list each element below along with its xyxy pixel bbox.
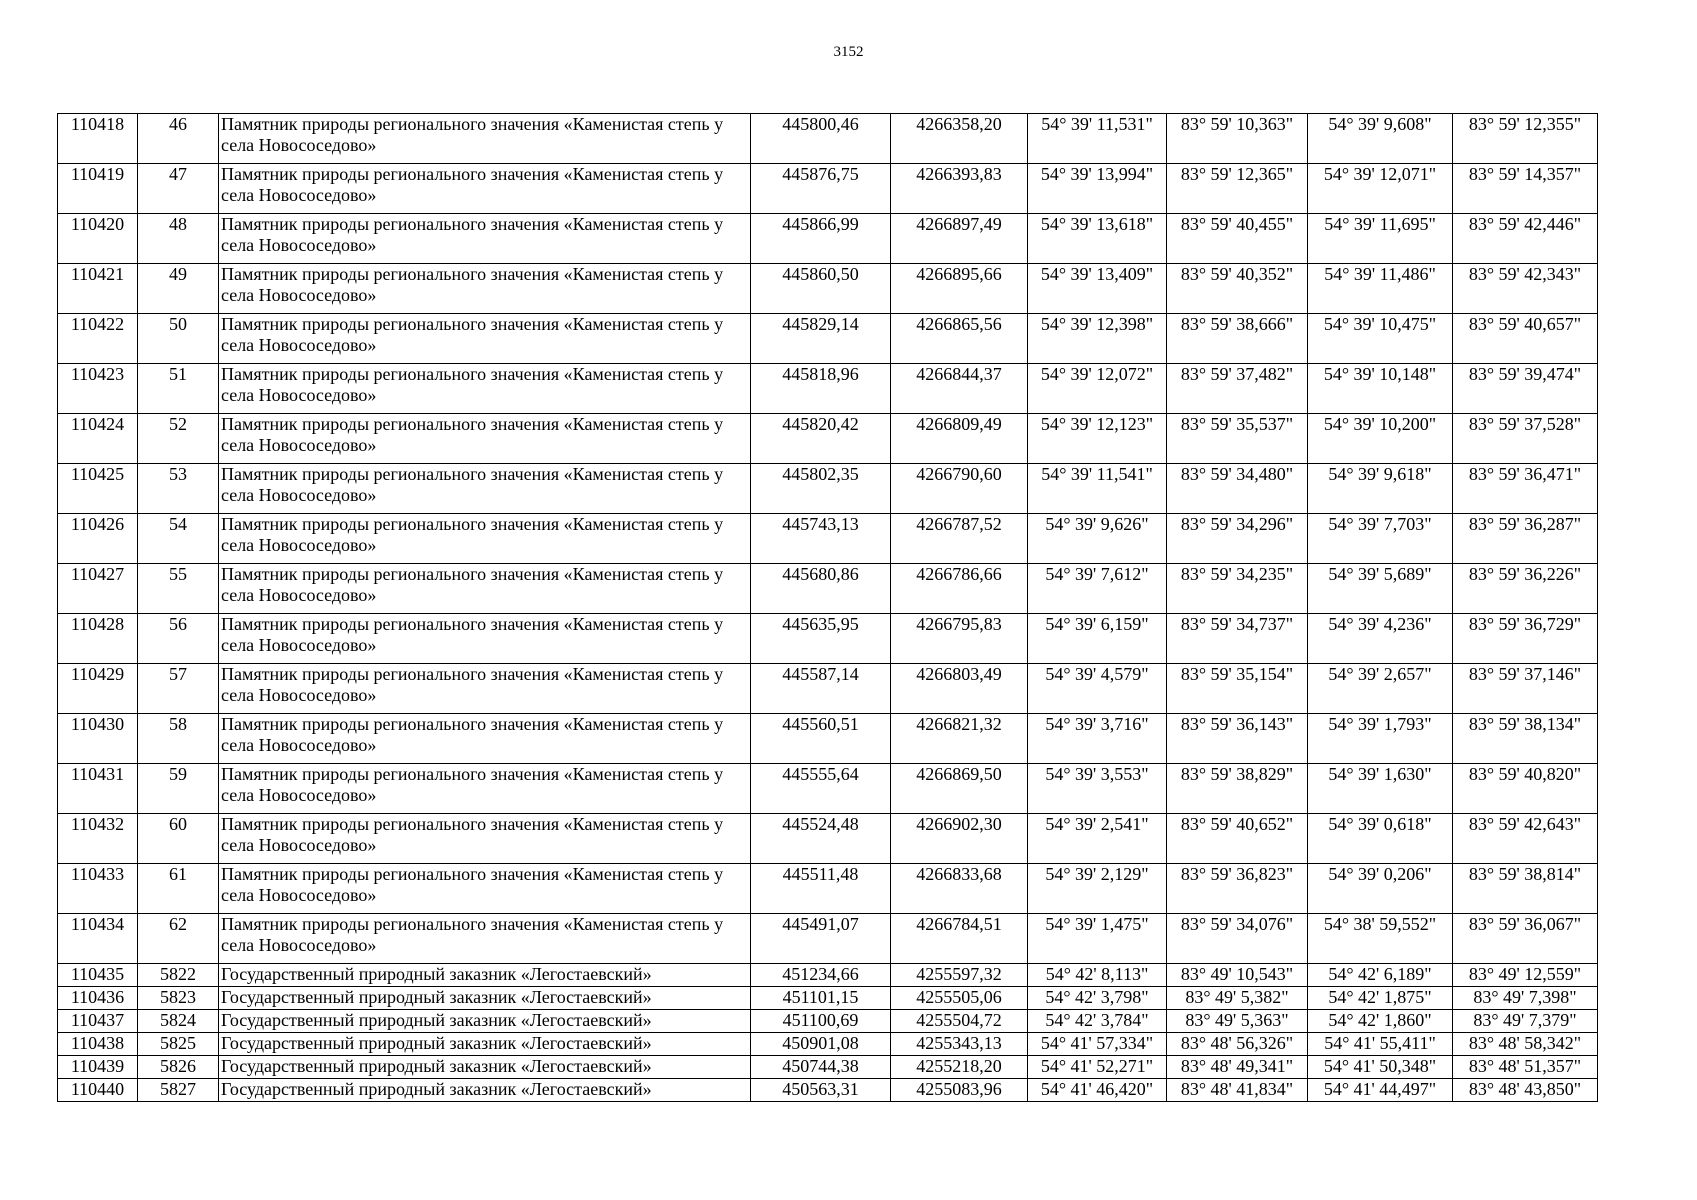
object-name-cell: Государственный природный заказник «Легостаевский»	[219, 1056, 751, 1079]
longitude-1-cell: 83° 49' 10,543"	[1167, 964, 1308, 987]
row-id-cell: 110428	[58, 614, 138, 664]
object-name-cell: Памятник природы регионального значения «Каменистая степь у села Новососедово»	[219, 114, 751, 164]
y-coordinate-cell: 4266784,51	[891, 914, 1028, 964]
table-row	[58, 987, 1598, 1010]
latitude-1-cell: 54° 39' 3,553"	[1028, 764, 1167, 814]
latitude-2-cell: 54° 41' 55,411"	[1308, 1033, 1453, 1056]
y-coordinate-cell: 4255597,32	[891, 964, 1028, 987]
x-coordinate-cell: 445800,46	[751, 114, 891, 164]
latitude-2-cell: 54° 39' 11,486"	[1308, 264, 1453, 314]
table-row	[58, 314, 1598, 364]
latitude-1-cell: 54° 39' 1,475"	[1028, 914, 1167, 964]
point-number-cell: 54	[138, 514, 219, 564]
y-coordinate-cell: 4266833,68	[891, 864, 1028, 914]
latitude-1-cell: 54° 39' 12,072"	[1028, 364, 1167, 414]
latitude-1-cell: 54° 39' 11,531"	[1028, 114, 1167, 164]
x-coordinate-cell: 445829,14	[751, 314, 891, 364]
row-id-cell: 110427	[58, 564, 138, 614]
row-id-cell: 110438	[58, 1033, 138, 1056]
table-row	[58, 814, 1598, 864]
point-number-cell: 5823	[138, 987, 219, 1010]
longitude-2-cell: 83° 48' 43,850"	[1453, 1079, 1598, 1102]
row-id-cell: 110429	[58, 664, 138, 714]
table-row	[58, 164, 1598, 214]
x-coordinate-cell: 445560,51	[751, 714, 891, 764]
longitude-2-cell: 83° 59' 37,528"	[1453, 414, 1598, 464]
longitude-2-cell: 83° 48' 58,342"	[1453, 1033, 1598, 1056]
point-number-cell: 48	[138, 214, 219, 264]
latitude-2-cell: 54° 39' 9,608"	[1308, 114, 1453, 164]
y-coordinate-cell: 4255083,96	[891, 1079, 1028, 1102]
latitude-1-cell: 54° 39' 12,398"	[1028, 314, 1167, 364]
row-id-cell: 110426	[58, 514, 138, 564]
row-id-cell: 110439	[58, 1056, 138, 1079]
table-row	[58, 564, 1598, 614]
object-name-cell: Памятник природы регионального значения «Каменистая степь у села Новососедово»	[219, 364, 751, 414]
x-coordinate-cell: 450563,31	[751, 1079, 891, 1102]
point-number-cell: 5822	[138, 964, 219, 987]
longitude-2-cell: 83° 59' 40,657"	[1453, 314, 1598, 364]
object-name-cell: Памятник природы регионального значения «Каменистая степь у села Новососедово»	[219, 814, 751, 864]
table-row	[58, 614, 1598, 664]
y-coordinate-cell: 4255218,20	[891, 1056, 1028, 1079]
point-number-cell: 53	[138, 464, 219, 514]
x-coordinate-cell: 445802,35	[751, 464, 891, 514]
object-name-cell: Памятник природы регионального значения «Каменистая степь у села Новососедово»	[219, 164, 751, 214]
y-coordinate-cell: 4255505,06	[891, 987, 1028, 1010]
point-number-cell: 55	[138, 564, 219, 614]
object-name-cell: Памятник природы регионального значения «Каменистая степь у села Новососедово»	[219, 514, 751, 564]
latitude-1-cell: 54° 39' 9,626"	[1028, 514, 1167, 564]
point-number-cell: 49	[138, 264, 219, 314]
latitude-1-cell: 54° 42' 8,113"	[1028, 964, 1167, 987]
table-row	[58, 864, 1598, 914]
latitude-2-cell: 54° 39' 1,630"	[1308, 764, 1453, 814]
y-coordinate-cell: 4266844,37	[891, 364, 1028, 414]
latitude-2-cell: 54° 42' 1,860"	[1308, 1010, 1453, 1033]
row-id-cell: 110419	[58, 164, 138, 214]
y-coordinate-cell: 4266895,66	[891, 264, 1028, 314]
longitude-1-cell: 83° 49' 5,382"	[1167, 987, 1308, 1010]
table-row	[58, 764, 1598, 814]
table-row	[58, 364, 1598, 414]
y-coordinate-cell: 4266787,52	[891, 514, 1028, 564]
point-number-cell: 61	[138, 864, 219, 914]
longitude-1-cell: 83° 59' 34,296"	[1167, 514, 1308, 564]
table-row	[58, 1033, 1598, 1056]
y-coordinate-cell: 4266393,83	[891, 164, 1028, 214]
latitude-2-cell: 54° 39' 4,236"	[1308, 614, 1453, 664]
longitude-2-cell: 83° 59' 42,643"	[1453, 814, 1598, 864]
object-name-cell: Памятник природы регионального значения «Каменистая степь у села Новососедово»	[219, 914, 751, 964]
x-coordinate-cell: 445820,42	[751, 414, 891, 464]
latitude-2-cell: 54° 42' 6,189"	[1308, 964, 1453, 987]
x-coordinate-cell: 450744,38	[751, 1056, 891, 1079]
row-id-cell: 110433	[58, 864, 138, 914]
longitude-1-cell: 83° 59' 34,737"	[1167, 614, 1308, 664]
row-id-cell: 110425	[58, 464, 138, 514]
longitude-1-cell: 83° 48' 56,326"	[1167, 1033, 1308, 1056]
longitude-2-cell: 83° 59' 36,471"	[1453, 464, 1598, 514]
point-number-cell: 50	[138, 314, 219, 364]
latitude-2-cell: 54° 39' 5,689"	[1308, 564, 1453, 614]
point-number-cell: 60	[138, 814, 219, 864]
x-coordinate-cell: 451234,66	[751, 964, 891, 987]
table-row	[58, 914, 1598, 964]
latitude-2-cell: 54° 41' 50,348"	[1308, 1056, 1453, 1079]
point-number-cell: 62	[138, 914, 219, 964]
row-id-cell: 110418	[58, 114, 138, 164]
longitude-1-cell: 83° 49' 5,363"	[1167, 1010, 1308, 1033]
latitude-1-cell: 54° 41' 52,271"	[1028, 1056, 1167, 1079]
longitude-2-cell: 83° 48' 51,357"	[1453, 1056, 1598, 1079]
point-number-cell: 5824	[138, 1010, 219, 1033]
longitude-2-cell: 83° 59' 38,814"	[1453, 864, 1598, 914]
longitude-1-cell: 83° 59' 35,154"	[1167, 664, 1308, 714]
longitude-1-cell: 83° 59' 36,143"	[1167, 714, 1308, 764]
table-row	[58, 414, 1598, 464]
longitude-1-cell: 83° 59' 40,652"	[1167, 814, 1308, 864]
x-coordinate-cell: 445511,48	[751, 864, 891, 914]
row-id-cell: 110423	[58, 364, 138, 414]
longitude-1-cell: 83° 59' 12,365"	[1167, 164, 1308, 214]
latitude-2-cell: 54° 39' 2,657"	[1308, 664, 1453, 714]
longitude-1-cell: 83° 59' 34,076"	[1167, 914, 1308, 964]
longitude-2-cell: 83° 59' 37,146"	[1453, 664, 1598, 714]
longitude-1-cell: 83° 59' 36,823"	[1167, 864, 1308, 914]
x-coordinate-cell: 451100,69	[751, 1010, 891, 1033]
latitude-2-cell: 54° 39' 1,793"	[1308, 714, 1453, 764]
latitude-1-cell: 54° 41' 57,334"	[1028, 1033, 1167, 1056]
y-coordinate-cell: 4266803,49	[891, 664, 1028, 714]
x-coordinate-cell: 451101,15	[751, 987, 891, 1010]
x-coordinate-cell: 445866,99	[751, 214, 891, 264]
object-name-cell: Памятник природы регионального значения «Каменистая степь у села Новососедово»	[219, 714, 751, 764]
longitude-2-cell: 83° 59' 42,343"	[1453, 264, 1598, 314]
point-number-cell: 51	[138, 364, 219, 414]
row-id-cell: 110434	[58, 914, 138, 964]
x-coordinate-cell: 445860,50	[751, 264, 891, 314]
longitude-1-cell: 83° 48' 49,341"	[1167, 1056, 1308, 1079]
x-coordinate-cell: 445876,75	[751, 164, 891, 214]
latitude-2-cell: 54° 39' 11,695"	[1308, 214, 1453, 264]
x-coordinate-cell: 445555,64	[751, 764, 891, 814]
point-number-cell: 5825	[138, 1033, 219, 1056]
x-coordinate-cell: 445587,14	[751, 664, 891, 714]
row-id-cell: 110432	[58, 814, 138, 864]
object-name-cell: Памятник природы регионального значения «Каменистая степь у села Новососедово»	[219, 664, 751, 714]
table-row	[58, 964, 1598, 987]
row-id-cell: 110437	[58, 1010, 138, 1033]
longitude-1-cell: 83° 59' 34,235"	[1167, 564, 1308, 614]
object-name-cell: Памятник природы регионального значения «Каменистая степь у села Новососедово»	[219, 564, 751, 614]
latitude-2-cell: 54° 39' 0,206"	[1308, 864, 1453, 914]
y-coordinate-cell: 4266795,83	[891, 614, 1028, 664]
row-id-cell: 110435	[58, 964, 138, 987]
object-name-cell: Государственный природный заказник «Легостаевский»	[219, 987, 751, 1010]
object-name-cell: Государственный природный заказник «Легостаевский»	[219, 964, 751, 987]
y-coordinate-cell: 4266869,50	[891, 764, 1028, 814]
object-name-cell: Памятник природы регионального значения «Каменистая степь у села Новососедово»	[219, 414, 751, 464]
object-name-cell: Памятник природы регионального значения «Каменистая степь у села Новососедово»	[219, 464, 751, 514]
x-coordinate-cell: 445818,96	[751, 364, 891, 414]
longitude-1-cell: 83° 59' 34,480"	[1167, 464, 1308, 514]
point-number-cell: 47	[138, 164, 219, 214]
latitude-1-cell: 54° 39' 7,612"	[1028, 564, 1167, 614]
latitude-1-cell: 54° 39' 2,129"	[1028, 864, 1167, 914]
longitude-1-cell: 83° 59' 38,666"	[1167, 314, 1308, 364]
object-name-cell: Памятник природы регионального значения «Каменистая степь у села Новососедово»	[219, 314, 751, 364]
longitude-1-cell: 83° 59' 40,455"	[1167, 214, 1308, 264]
x-coordinate-cell: 445635,95	[751, 614, 891, 664]
coordinates-table	[57, 113, 1598, 1102]
y-coordinate-cell: 4266865,56	[891, 314, 1028, 364]
longitude-2-cell: 83° 59' 36,067"	[1453, 914, 1598, 964]
latitude-1-cell: 54° 42' 3,784"	[1028, 1010, 1167, 1033]
longitude-1-cell: 83° 48' 41,834"	[1167, 1079, 1308, 1102]
latitude-2-cell: 54° 39' 10,148"	[1308, 364, 1453, 414]
longitude-1-cell: 83° 59' 10,363"	[1167, 114, 1308, 164]
point-number-cell: 57	[138, 664, 219, 714]
row-id-cell: 110422	[58, 314, 138, 364]
longitude-2-cell: 83° 59' 36,729"	[1453, 614, 1598, 664]
latitude-2-cell: 54° 38' 59,552"	[1308, 914, 1453, 964]
y-coordinate-cell: 4266786,66	[891, 564, 1028, 614]
y-coordinate-cell: 4255504,72	[891, 1010, 1028, 1033]
latitude-2-cell: 54° 39' 7,703"	[1308, 514, 1453, 564]
x-coordinate-cell: 445743,13	[751, 514, 891, 564]
latitude-1-cell: 54° 41' 46,420"	[1028, 1079, 1167, 1102]
row-id-cell: 110424	[58, 414, 138, 464]
object-name-cell: Памятник природы регионального значения «Каменистая степь у села Новососедово»	[219, 214, 751, 264]
latitude-2-cell: 54° 41' 44,497"	[1308, 1079, 1453, 1102]
latitude-1-cell: 54° 39' 6,159"	[1028, 614, 1167, 664]
object-name-cell: Памятник природы регионального значения «Каменистая степь у села Новососедово»	[219, 764, 751, 814]
page-number: 3152	[833, 44, 864, 60]
longitude-2-cell: 83° 59' 40,820"	[1453, 764, 1598, 814]
latitude-2-cell: 54° 39' 10,200"	[1308, 414, 1453, 464]
latitude-1-cell: 54° 39' 13,409"	[1028, 264, 1167, 314]
longitude-2-cell: 83° 49' 12,559"	[1453, 964, 1598, 987]
latitude-1-cell: 54° 39' 4,579"	[1028, 664, 1167, 714]
y-coordinate-cell: 4266821,32	[891, 714, 1028, 764]
y-coordinate-cell: 4266902,30	[891, 814, 1028, 864]
longitude-2-cell: 83° 59' 39,474"	[1453, 364, 1598, 414]
latitude-2-cell: 54° 42' 1,875"	[1308, 987, 1453, 1010]
longitude-1-cell: 83° 59' 37,482"	[1167, 364, 1308, 414]
table-row	[58, 714, 1598, 764]
table-row	[58, 514, 1598, 564]
latitude-2-cell: 54° 39' 9,618"	[1308, 464, 1453, 514]
longitude-2-cell: 83° 59' 36,287"	[1453, 514, 1598, 564]
point-number-cell: 5827	[138, 1079, 219, 1102]
latitude-2-cell: 54° 39' 12,071"	[1308, 164, 1453, 214]
point-number-cell: 5826	[138, 1056, 219, 1079]
table-row	[58, 1056, 1598, 1079]
y-coordinate-cell: 4266358,20	[891, 114, 1028, 164]
table-body	[58, 114, 1598, 1102]
latitude-2-cell: 54° 39' 0,618"	[1308, 814, 1453, 864]
y-coordinate-cell: 4266897,49	[891, 214, 1028, 264]
row-id-cell: 110430	[58, 714, 138, 764]
row-id-cell: 110421	[58, 264, 138, 314]
object-name-cell: Памятник природы регионального значения «Каменистая степь у села Новососедово»	[219, 864, 751, 914]
x-coordinate-cell: 445524,48	[751, 814, 891, 864]
table-row	[58, 464, 1598, 514]
latitude-1-cell: 54° 39' 13,994"	[1028, 164, 1167, 214]
object-name-cell: Государственный природный заказник «Легостаевский»	[219, 1033, 751, 1056]
x-coordinate-cell: 445680,86	[751, 564, 891, 614]
row-id-cell: 110420	[58, 214, 138, 264]
point-number-cell: 46	[138, 114, 219, 164]
table-row	[58, 264, 1598, 314]
y-coordinate-cell: 4255343,13	[891, 1033, 1028, 1056]
longitude-2-cell: 83° 59' 12,355"	[1453, 114, 1598, 164]
point-number-cell: 59	[138, 764, 219, 814]
latitude-2-cell: 54° 39' 10,475"	[1308, 314, 1453, 364]
x-coordinate-cell: 450901,08	[751, 1033, 891, 1056]
latitude-1-cell: 54° 42' 3,798"	[1028, 987, 1167, 1010]
longitude-1-cell: 83° 59' 38,829"	[1167, 764, 1308, 814]
object-name-cell: Государственный природный заказник «Легостаевский»	[219, 1079, 751, 1102]
latitude-1-cell: 54° 39' 3,716"	[1028, 714, 1167, 764]
y-coordinate-cell: 4266790,60	[891, 464, 1028, 514]
longitude-2-cell: 83° 49' 7,398"	[1453, 987, 1598, 1010]
row-id-cell: 110440	[58, 1079, 138, 1102]
longitude-2-cell: 83° 59' 38,134"	[1453, 714, 1598, 764]
longitude-1-cell: 83° 59' 35,537"	[1167, 414, 1308, 464]
x-coordinate-cell: 445491,07	[751, 914, 891, 964]
table-row	[58, 114, 1598, 164]
table-row	[58, 664, 1598, 714]
object-name-cell: Памятник природы регионального значения «Каменистая степь у села Новососедово»	[219, 614, 751, 664]
row-id-cell: 110436	[58, 987, 138, 1010]
latitude-1-cell: 54° 39' 13,618"	[1028, 214, 1167, 264]
latitude-1-cell: 54° 39' 11,541"	[1028, 464, 1167, 514]
object-name-cell: Государственный природный заказник «Легостаевский»	[219, 1010, 751, 1033]
longitude-2-cell: 83° 59' 42,446"	[1453, 214, 1598, 264]
latitude-1-cell: 54° 39' 2,541"	[1028, 814, 1167, 864]
table-row	[58, 1010, 1598, 1033]
y-coordinate-cell: 4266809,49	[891, 414, 1028, 464]
longitude-2-cell: 83° 59' 14,357"	[1453, 164, 1598, 214]
table-row	[58, 214, 1598, 264]
latitude-1-cell: 54° 39' 12,123"	[1028, 414, 1167, 464]
point-number-cell: 58	[138, 714, 219, 764]
point-number-cell: 52	[138, 414, 219, 464]
longitude-2-cell: 83° 49' 7,379"	[1453, 1010, 1598, 1033]
row-id-cell: 110431	[58, 764, 138, 814]
longitude-2-cell: 83° 59' 36,226"	[1453, 564, 1598, 614]
table-row	[58, 1079, 1598, 1102]
object-name-cell: Памятник природы регионального значения «Каменистая степь у села Новососедово»	[219, 264, 751, 314]
longitude-1-cell: 83° 59' 40,352"	[1167, 264, 1308, 314]
point-number-cell: 56	[138, 614, 219, 664]
